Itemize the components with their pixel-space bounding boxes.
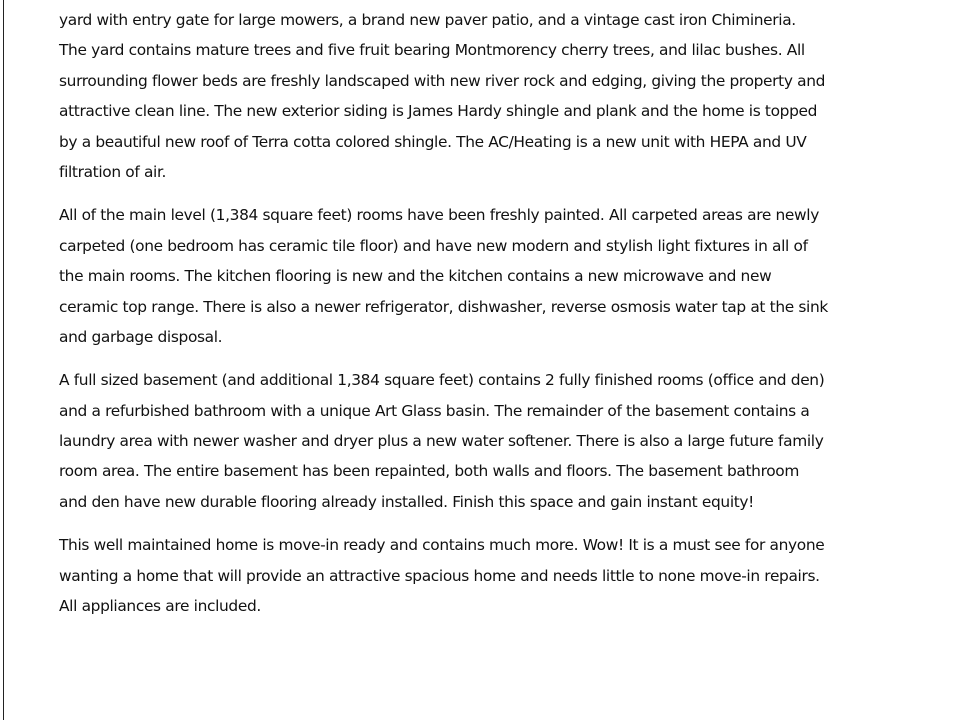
text-line: yard with entry gate for large mowers, a brand new paver patio, and a vintage cast iron Chimineria. xyxy=(59,11,796,29)
paragraph-basement xyxy=(59,365,960,517)
paragraph-yard-exterior xyxy=(59,5,960,187)
text-line: surrounding flower beds are freshly landscaped with new river rock and edging, giving the property and xyxy=(59,71,826,90)
text-line: This well maintained home is move-in ready and contains much more. Wow! It is a must see for anyone xyxy=(59,536,825,555)
text-line: by a beautiful new roof of Terra cotta colored shingle. The AC/Heating is a new unit with HEPA and UV xyxy=(59,132,807,151)
text-line: wanting a home that will provide an attractive spacious home and needs little to none move-in repairs. xyxy=(59,566,820,585)
text-line: carpeted (one bedroom has ceramic tile floor) and have new modern and stylish light fixtures in all of xyxy=(59,236,808,255)
text-line: and a refurbished bathroom with a unique Art Glass basin. The remainder of the basement contains a xyxy=(59,401,810,420)
text-line: and den have new durable flooring already installed. Finish this space and gain instant equity! xyxy=(59,492,755,511)
text-line: room area. The entire basement has been repainted, both walls and floors. The basement bathroom xyxy=(59,462,799,481)
text-line: laundry area with newer washer and dryer plus a new water softener. There is also a large future family xyxy=(59,432,824,451)
text-line: and garbage disposal. xyxy=(59,327,223,346)
paragraph-main-level xyxy=(59,200,960,352)
text-line: the main rooms. The kitchen flooring is new and the kitchen contains a new microwave and new xyxy=(59,267,772,286)
text-line: ceramic top range. There is also a newer refrigerator, dishwasher, reverse osmosis water tap at the sink xyxy=(59,297,828,316)
paragraph-summary xyxy=(59,530,960,621)
text-line: attractive clean line. The new exterior siding is James Hardy shingle and plank and the home is topped xyxy=(59,102,818,121)
text-line: All appliances are included. xyxy=(59,597,261,616)
text-line: The yard contains mature trees and five fruit bearing Montmorency cherry trees, and lilac bushes. All xyxy=(59,41,805,60)
page-edge-rule xyxy=(3,0,4,720)
text-line: A full sized basement (and additional 1,384 square feet) contains 2 fully finished rooms (office and den) xyxy=(59,371,825,390)
document-body xyxy=(59,5,960,634)
text-line: All of the main level (1,384 square feet) rooms have been freshly painted. All carpeted areas are newly xyxy=(59,206,819,225)
text-line: filtration of air. xyxy=(59,162,167,181)
